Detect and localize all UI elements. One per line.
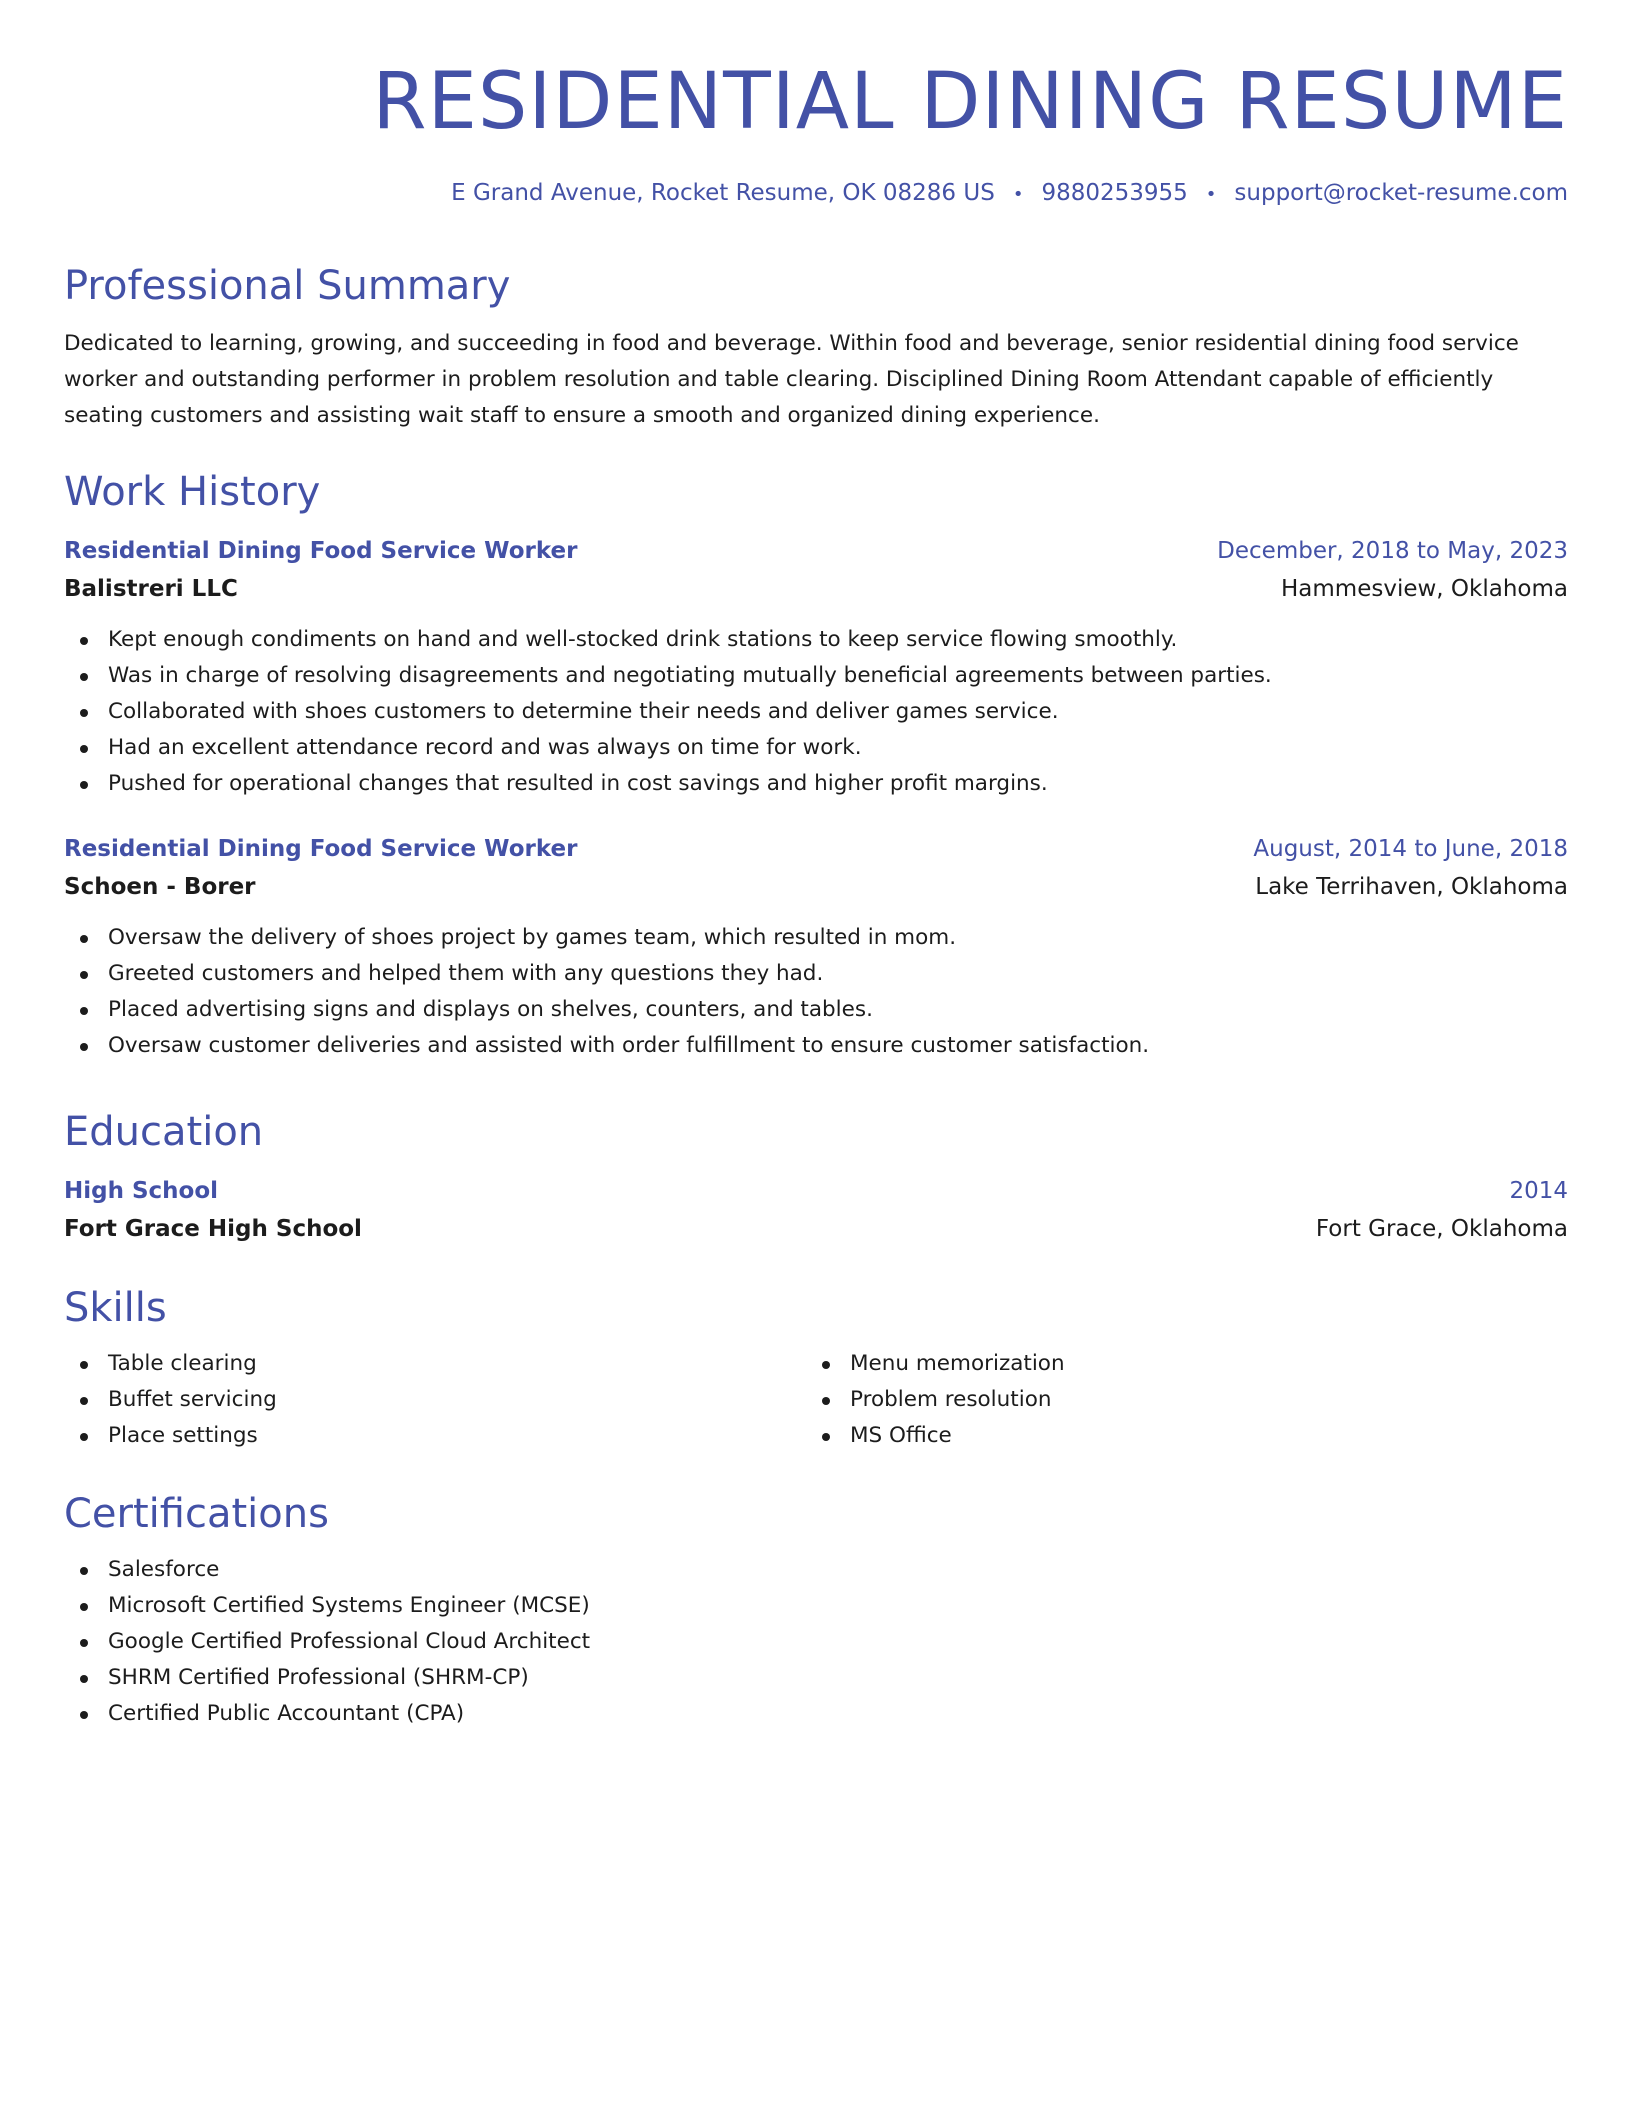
skills-column-left xyxy=(64,1346,806,1454)
contact-line xyxy=(64,178,1568,210)
skills-grid xyxy=(64,1346,1568,1454)
list-item: Greeted customers and helped them with any questions they had. xyxy=(64,956,1568,992)
education-section xyxy=(64,1108,1568,1248)
section-heading-summary: Professional Summary xyxy=(64,263,511,309)
section-heading-work-history: Work History xyxy=(64,469,321,515)
list-item: Menu memorization xyxy=(806,1346,1548,1382)
education-degree: High School xyxy=(64,1178,219,1204)
contact-email[interactable]: support@rocket-resume.com xyxy=(1234,180,1568,206)
list-item: Pushed for operational changes that resulted in cost savings and higher profit margins. xyxy=(64,766,1568,802)
resume-header xyxy=(64,56,1568,148)
list-item: Problem resolution xyxy=(806,1382,1548,1418)
list-item: Oversaw customer deliveries and assisted with order fulfillment to ensure customer satisfaction. xyxy=(64,1028,1568,1064)
job-dates: December, 2018 to May, 2023 xyxy=(1217,538,1568,564)
contact-address: E Grand Avenue, Rocket Resume, OK 08286 US xyxy=(451,180,995,206)
list-item: Google Certified Professional Cloud Architect xyxy=(64,1624,1568,1660)
job-company: Balistreri LLC xyxy=(64,576,238,602)
job-bullets xyxy=(64,622,1568,802)
work-history-section xyxy=(64,468,1568,1064)
list-item: Microsoft Certified Systems Engineer (MCSE) xyxy=(64,1588,1568,1624)
job-location: Hammesview, Oklahoma xyxy=(1281,576,1568,602)
list-item: Buffet servicing xyxy=(64,1382,806,1418)
section-heading-certifications: Certifications xyxy=(64,1491,329,1537)
certifications-section xyxy=(64,1490,1568,1732)
list-item: Place settings xyxy=(64,1418,806,1454)
list-item: Placed advertising signs and displays on shelves, counters, and tables. xyxy=(64,992,1568,1028)
section-heading-skills: Skills xyxy=(64,1285,167,1331)
list-item: Was in charge of resolving disagreements and negotiating mutually beneficial agreements between parties. xyxy=(64,658,1568,694)
job-entry xyxy=(64,532,1568,802)
job-location: Lake Terrihaven, Oklahoma xyxy=(1255,874,1568,900)
contact-separator: • xyxy=(1205,184,1217,205)
list-item: Kept enough condiments on hand and well-stocked drink stations to keep service flowing smoothly. xyxy=(64,622,1568,658)
list-item: MS Office xyxy=(806,1418,1548,1454)
certifications-list xyxy=(64,1552,1568,1732)
education-school: Fort Grace High School xyxy=(64,1216,362,1242)
list-item: SHRM Certified Professional (SHRM-CP) xyxy=(64,1660,1568,1696)
education-location: Fort Grace, Oklahoma xyxy=(1315,1216,1568,1242)
summary-section xyxy=(64,262,1568,434)
contact-separator: • xyxy=(1012,184,1024,205)
job-title: Residential Dining Food Service Worker xyxy=(64,836,578,862)
summary-text: Dedicated to learning, growing, and succeeding in food and beverage. Within food and beverage, senior residential dining food service worker and outstanding performer in problem resolution and table clearing. Disciplined Dining Room Attendant capable of efficiently seating customers and assisting wait staff to ensure a smooth and organized dining experience. xyxy=(64,331,1519,428)
job-dates: August, 2014 to June, 2018 xyxy=(1253,836,1568,862)
skills-section xyxy=(64,1284,1568,1454)
list-item: Oversaw the delivery of shoes project by games team, which resulted in mom. xyxy=(64,920,1568,956)
list-item: Salesforce xyxy=(64,1552,1568,1588)
list-item: Table clearing xyxy=(64,1346,806,1382)
contact-phone: 9880253955 xyxy=(1041,180,1188,206)
list-item: Had an excellent attendance record and was always on time for work. xyxy=(64,730,1568,766)
page-title: RESIDENTIAL DINING RESUME xyxy=(372,57,1568,147)
list-item: Collaborated with shoes customers to determine their needs and deliver games service. xyxy=(64,694,1568,730)
job-entry xyxy=(64,830,1568,1064)
list-item: Certified Public Accountant (CPA) xyxy=(64,1696,1568,1732)
job-company: Schoen - Borer xyxy=(64,874,256,900)
job-title: Residential Dining Food Service Worker xyxy=(64,538,578,564)
education-year: 2014 xyxy=(1509,1178,1568,1204)
section-heading-education: Education xyxy=(64,1109,264,1155)
job-bullets xyxy=(64,920,1568,1064)
skills-column-right xyxy=(806,1346,1548,1454)
